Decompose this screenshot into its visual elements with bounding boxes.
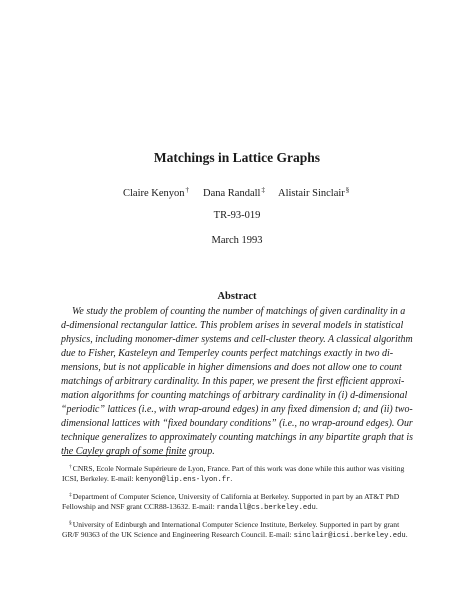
footnote-mark: § xyxy=(69,520,72,526)
email-address[interactable]: sinclair@icsi.berkeley.edu xyxy=(293,532,406,540)
abstract-line: matchings of arbitrary cardinality. In this paper, we present the first efficient approxi- xyxy=(61,376,405,387)
abstract-line: physics, including monomer-dimer systems and cell-cluster theory. A classical algorithm xyxy=(61,334,413,345)
author-name: Claire Kenyon xyxy=(123,188,185,199)
footnote-text: . xyxy=(230,474,233,483)
footnote-mark: ‡ xyxy=(261,186,265,194)
footnote-mark: † xyxy=(185,186,190,194)
footnote-line xyxy=(69,490,399,501)
footnote-text: GR/F 90363 of the UK Science and Engineering Research Council. E-mail: xyxy=(62,530,294,539)
footnote-mark: § xyxy=(345,186,350,194)
author-randall xyxy=(203,186,265,199)
footnote-text: . xyxy=(315,502,318,511)
footnote-text: CNRS, Ecole Normale Supérieure de Lyon, France. Part of this work was done while this author was visiting xyxy=(72,464,405,473)
abstract-line: dimensional lattices with “fixed boundary conditions” (i.e., no wrap-around edges). Our xyxy=(61,418,413,429)
abstract-line: technique generalizes to approximately counting matchings in any bipartite graph that is xyxy=(61,432,413,443)
footnote-text: . xyxy=(405,530,408,539)
footnote-line xyxy=(62,529,408,540)
author-kenyon xyxy=(123,186,189,199)
report-number: TR-93-019 xyxy=(213,210,261,221)
footnote-mark: † xyxy=(69,464,72,470)
abstract-line: We study the problem of counting the number of matchings of given cardinality in a xyxy=(72,306,406,317)
author-name: Dana Randall xyxy=(203,188,261,199)
footnote-line xyxy=(69,518,399,529)
footnote-rule xyxy=(62,455,186,456)
footnote-line xyxy=(62,501,318,512)
footnote-text: ICSI, Berkeley. E-mail: xyxy=(62,474,136,483)
paper-title: Matchings in Lattice Graphs xyxy=(153,150,321,165)
email-address[interactable]: randall@cs.berkeley.edu xyxy=(216,504,316,512)
abstract-line: the Cayley graph of some finite group. xyxy=(61,446,215,457)
footnote-text: University of Edinburgh and International Computer Science Institute, Berkeley. Supported in part by grant xyxy=(72,520,400,529)
abstract-line: d-dimensional rectangular lattice. This problem arises in several models in statistical xyxy=(61,320,404,331)
author-name: Alistair Sinclair xyxy=(278,188,345,199)
footnote-line xyxy=(62,473,232,484)
abstract-line: mation algorithms for counting matchings of arbitrary cardinality in (i) d-dimensional xyxy=(61,390,408,401)
footnote-text: Department of Computer Science, University of California at Berkeley. Supported in part by an AT&T PhD xyxy=(72,492,400,501)
author-sinclair xyxy=(278,186,349,199)
footnote-line xyxy=(69,462,404,473)
abstract-line: “periodic” lattices (i.e., with wrap-around edges) in any fixed dimension d; and (ii) two- xyxy=(61,404,413,415)
report-date: March 1993 xyxy=(211,235,263,246)
email-address[interactable]: kenyon@lip.ens-lyon.fr xyxy=(135,476,231,484)
abstract-line: due to Fisher, Kasteleyn and Temperley counts perfect matchings exactly in two di- xyxy=(61,348,394,359)
abstract-heading: Abstract xyxy=(217,291,257,302)
author-list xyxy=(0,186,474,200)
footnote-text: Fellowship and NSF grant CCR88-13632. E-mail: xyxy=(62,502,217,511)
footnote-mark: ‡ xyxy=(69,492,72,498)
abstract-line: mensions, but is not applicable in higher dimensions and does not allow one to count xyxy=(61,362,402,373)
